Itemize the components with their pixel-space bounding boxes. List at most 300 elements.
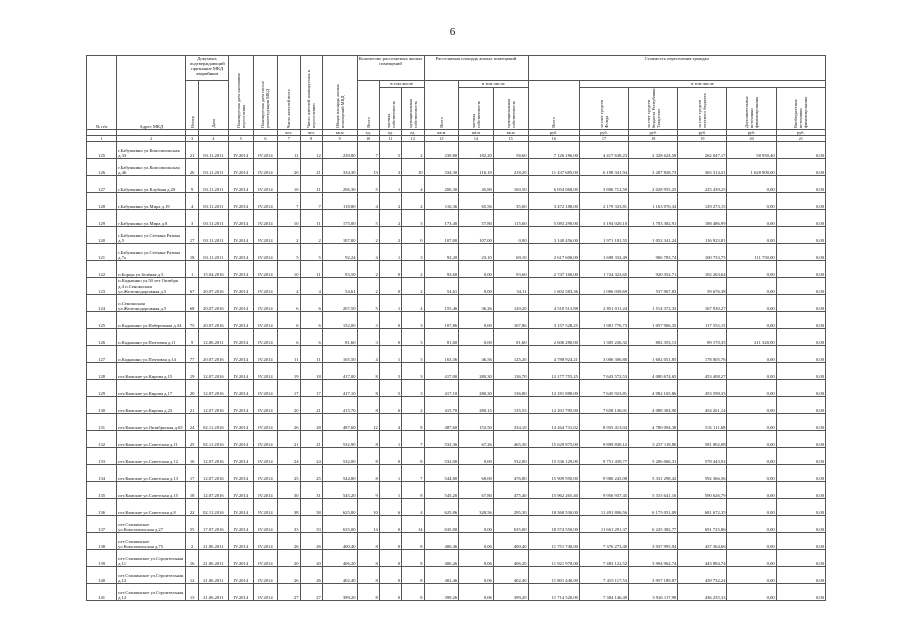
row-area-total: 92,20 — [424, 244, 459, 261]
row-count-municipal: 4 — [402, 176, 424, 193]
row-address: пгт.Камские ул.Кирова д.15 — [117, 363, 186, 380]
row-resettled: 11 — [300, 176, 322, 193]
table-row — [87, 397, 826, 414]
table-row — [87, 227, 826, 244]
row-doc-number: 68 — [186, 295, 198, 312]
index-cell: 18 — [629, 136, 678, 142]
row-doc-number: 75 — [186, 312, 198, 329]
page-number: 6 — [449, 26, 456, 38]
row-area-total: 81,60 — [424, 329, 459, 346]
row-resettled: 24 — [300, 448, 322, 465]
table-row — [87, 278, 826, 295]
row-doc-number: 3 — [186, 210, 198, 227]
row-cost-total: 7 126 186,00 — [528, 142, 579, 159]
row-count-municipal: 7 — [402, 431, 424, 448]
row-cost-local: 592 366,56 — [678, 465, 727, 482]
row-area-private: 0,06 — [459, 550, 494, 567]
row-cost-total: 3 140 456,00 — [528, 227, 579, 244]
row-area-private: 0,06 — [459, 533, 494, 550]
row-cost-other: 0,00 — [776, 210, 825, 227]
row-cost-region: 6 175 051,09 — [629, 499, 678, 516]
row-area: 545,20 — [322, 482, 357, 499]
row-no: 131 — [87, 414, 117, 431]
row-cost-extra: 0,00 — [727, 312, 776, 329]
row-count-total: 8 — [357, 584, 379, 601]
row-cost-region: 3 287 828,73 — [629, 159, 678, 176]
row-area-total: 417,00 — [424, 363, 459, 380]
row-area: 532,90 — [322, 431, 357, 448]
row-count-municipal: 8 — [402, 482, 424, 499]
row-cost-extra: 0,00 — [727, 414, 776, 431]
row-cost-total: 2 747 160,00 — [528, 261, 579, 278]
row-cost-region: 6 225 382,77 — [629, 516, 678, 533]
row-area-municipal: 120,20 — [493, 295, 528, 312]
row-doc-number: 77 — [186, 346, 198, 363]
row-cost-local: 102 263,64 — [678, 261, 727, 278]
row-cost-total: 3 157 528,25 — [528, 312, 579, 329]
row-planned-resettlement: IV.2014 — [228, 244, 253, 261]
row-count-total: 3 — [357, 312, 379, 329]
table-row — [87, 142, 826, 159]
row-area-private: 0,06 — [459, 584, 494, 601]
row-planned-demolition: IV.2014 — [253, 329, 278, 346]
header-area-total: Всего — [424, 81, 459, 130]
row-area: 399,20 — [322, 584, 357, 601]
row-area-municipal: 295,30 — [493, 499, 528, 516]
row-count-total: 9 — [357, 482, 379, 499]
table-body — [87, 142, 826, 601]
row-cost-fund: 7 376 273,40 — [579, 533, 628, 550]
row-count-municipal: 8 — [402, 533, 424, 550]
row-area-municipal: 115,60 — [493, 210, 528, 227]
row-cost-other: 0,00 — [776, 584, 825, 601]
row-count-total: 7 — [357, 142, 379, 159]
row-area: 93,50 — [322, 261, 357, 278]
row-area-total: 173,40 — [424, 210, 459, 227]
unit-cell: руб. — [629, 130, 678, 136]
row-cost-fund: 7 384 146,49 — [579, 584, 628, 601]
row-cost-other: 0,00 — [776, 533, 825, 550]
row-resettled: 33 — [300, 516, 322, 533]
row-residents: 11 — [278, 346, 300, 363]
unit-cell: руб. — [678, 130, 727, 136]
row-no: 126 — [87, 329, 117, 346]
row-cost-extra: 0,00 — [727, 516, 776, 533]
row-area: 239,80 — [322, 142, 357, 159]
row-count-private: 5 — [379, 363, 401, 380]
row-doc-date: 03.11.2011 — [198, 159, 228, 176]
row-cost-fund: 11 491 806,56 — [579, 499, 628, 516]
header-count-total: Всего — [357, 81, 379, 130]
row-cost-other: 0,00 — [776, 244, 825, 261]
row-doc-date: 12.07.2016 — [198, 465, 228, 482]
unit-cell: кв.м — [424, 130, 459, 136]
row-address: пгт.Камские ул.Советская д.13 — [117, 465, 186, 482]
row-area: 206,30 — [322, 176, 357, 193]
row-count-municipal: 2 — [402, 278, 424, 295]
row-resettled: 17 — [300, 380, 322, 397]
row-cost-extra: 0,00 — [727, 397, 776, 414]
table-row — [87, 244, 826, 261]
row-count-private: 0 — [379, 584, 401, 601]
row-area-private: 67,26 — [459, 431, 494, 448]
row-address: г.Бабушкино ул.Комсомольская д.33 — [117, 142, 186, 159]
row-residents: 33 — [278, 516, 300, 533]
unit-cell: ед. — [402, 130, 424, 136]
row-doc-date: 12.07.2016 — [198, 448, 228, 465]
header-cost-incl: в том числе — [579, 81, 825, 88]
row-cost-total: 15 629 875,00 — [528, 431, 579, 448]
row-no: 140 — [87, 567, 117, 584]
row-cost-other: 0,00 — [776, 431, 825, 448]
row-doc-date: 03.11.2011 — [198, 142, 228, 159]
row-cost-extra: 0,00 — [727, 176, 776, 193]
row-cost-total: 5 083 290,00 — [528, 210, 579, 227]
table-row — [87, 448, 826, 465]
row-planned-demolition: IV.2014 — [253, 380, 278, 397]
row-resettled: 7 — [300, 193, 322, 210]
row-area-private: 67,80 — [459, 482, 494, 499]
row-cost-total: 6 054 068,00 — [528, 176, 579, 193]
table-header — [87, 56, 826, 142]
row-count-total: 12 — [357, 414, 379, 431]
header-cost-extra: Дополнительные источники финансирования — [727, 88, 776, 130]
row-cost-region: 5 237 118,80 — [629, 431, 678, 448]
header-count-municipal: муниципальная собственность — [402, 88, 424, 130]
row-planned-resettlement: IV.2014 — [228, 584, 253, 601]
row-cost-extra: 0,00 — [727, 210, 776, 227]
row-planned-resettlement: IV.2014 — [228, 431, 253, 448]
row-residents: 2 — [278, 227, 300, 244]
row-resettled: 12 — [300, 142, 322, 159]
row-area-private: 116,10 — [459, 159, 494, 176]
row-cost-fund: 9 751 439,77 — [579, 448, 628, 465]
row-cost-other: 0,00 — [776, 295, 825, 312]
row-area: 107,00 — [322, 227, 357, 244]
row-area-total: 400,46 — [424, 533, 459, 550]
row-resettled: 21 — [300, 431, 322, 448]
row-count-private: 0 — [379, 312, 401, 329]
row-cost-total: 15 536 129,00 — [528, 448, 579, 465]
row-doc-number: 9 — [186, 176, 198, 193]
row-cost-fund: 1 698 332,49 — [579, 244, 628, 261]
row-area-municipal: 465,30 — [493, 431, 528, 448]
row-cost-total: 3 472 188,00 — [528, 193, 579, 210]
row-resettled: 5 — [300, 244, 322, 261]
row-cost-fund: 7 645 923,81 — [579, 380, 628, 397]
row-count-private: 1 — [379, 295, 401, 312]
row-cost-other: 0,00 — [776, 176, 825, 193]
row-cost-total: 11 801 440,00 — [528, 567, 579, 584]
row-area: 118,80 — [322, 193, 357, 210]
row-area-municipal: 402,40 — [493, 567, 528, 584]
row-area-municipal: 399,20 — [493, 584, 528, 601]
row-doc-number: 55 — [186, 516, 198, 533]
row-cost-region: 1 602 051,85 — [629, 346, 678, 363]
header-count-private: частная собственность — [379, 88, 401, 130]
row-address: пгт.Камские ул.Советская д.12 — [117, 448, 186, 465]
row-area-total: 116,36 — [424, 193, 459, 210]
row-cost-local: 59 676,38 — [678, 278, 727, 295]
row-area: 400,40 — [322, 533, 357, 550]
row-no: 128 — [87, 363, 117, 380]
row-doc-number: 24 — [186, 414, 198, 431]
row-cost-local: 100 733,75 — [678, 244, 727, 261]
row-cost-extra: 0,00 — [727, 465, 776, 482]
row-cost-local: 89 170,35 — [678, 329, 727, 346]
row-cost-local: 590 626,79 — [678, 482, 727, 499]
row-cost-fund: 1 724 323,65 — [579, 261, 628, 278]
row-cost-region: 1 514 372,33 — [629, 295, 678, 312]
row-residents: 26 — [278, 567, 300, 584]
row-area-private: 182,20 — [459, 142, 494, 159]
row-area-private: 153,50 — [459, 414, 494, 431]
row-count-private: 5 — [379, 380, 401, 397]
header-cost-local: за счет средств местного бюджета — [678, 88, 727, 130]
row-address: пгт.Камские ул.Советская д.8 — [117, 499, 186, 516]
row-cost-other: 0,00 — [776, 159, 825, 176]
row-area: 544,80 — [322, 465, 357, 482]
row-planned-resettlement: IV.2014 — [228, 482, 253, 499]
row-count-total: 8 — [357, 567, 379, 584]
row-planned-resettlement: IV.2014 — [228, 176, 253, 193]
row-planned-resettlement: IV.2014 — [228, 193, 253, 210]
table-row — [87, 176, 826, 193]
header-count-group: Количество расселяемых жилых помещений — [357, 56, 424, 81]
row-area-total: 107,00 — [424, 227, 459, 244]
row-cost-fund: 1 981 776,73 — [579, 312, 628, 329]
row-area-private: 280,30 — [459, 380, 494, 397]
row-address: г.Бабушкино ул.Мира д.19 — [117, 193, 186, 210]
row-no: 127 — [87, 346, 117, 363]
row-cost-total: 11 714 520,00 — [528, 584, 579, 601]
row-cost-local: 437 364,66 — [678, 533, 727, 550]
row-count-private: 0 — [379, 516, 401, 533]
row-area-municipal: 93,60 — [493, 261, 528, 278]
row-no: 125 — [87, 312, 117, 329]
row-cost-other: 0,00 — [776, 329, 825, 346]
row-cost-total: 18 368 530,00 — [528, 499, 579, 516]
row-cost-local: 178 005,76 — [678, 346, 727, 363]
row-no: 129 — [87, 210, 117, 227]
row-doc-date: 03.11.2011 — [198, 244, 228, 261]
header-cost-fund: за счет средств Фонда — [579, 88, 628, 130]
row-cost-other: 0,00 — [776, 312, 825, 329]
row-planned-resettlement: IV.2014 — [228, 346, 253, 363]
row-residents: 24 — [278, 448, 300, 465]
row-area-total: 532,36 — [424, 431, 459, 448]
row-address: пгт.Сташинское ул.Строительная д.11 — [117, 550, 186, 567]
row-residents: 4 — [278, 278, 300, 295]
row-doc-date: 03.11.2011 — [198, 176, 228, 193]
row-planned-resettlement: IV.2014 — [228, 142, 253, 159]
row-count-private: 0 — [379, 550, 401, 567]
row-count-municipal: 2 — [402, 397, 424, 414]
row-cost-region: 906 783,74 — [629, 244, 678, 261]
row-count-total: 4 — [357, 193, 379, 210]
index-cell: 15 — [493, 136, 528, 142]
row-cost-extra: 0,00 — [727, 193, 776, 210]
row-doc-date: 20.07.2016 — [198, 346, 228, 363]
row-no: 128 — [87, 193, 117, 210]
row-cost-local: 453 598,33 — [678, 380, 727, 397]
row-planned-resettlement: IV.2014 — [228, 210, 253, 227]
row-cost-local: 578 443,92 — [678, 448, 727, 465]
index-cell: 9 — [322, 136, 357, 142]
row-count-municipal: 3 — [402, 244, 424, 261]
row-planned-resettlement: IV.2014 — [228, 380, 253, 397]
row-area-municipal: 406,20 — [493, 550, 528, 567]
row-address: пгт.Камские ул.Кирова д.23 — [117, 397, 186, 414]
row-area-total: 415,70 — [424, 397, 459, 414]
row-area-total: 532,00 — [424, 448, 459, 465]
row-cost-region: 2 028 955,25 — [629, 176, 678, 193]
row-cost-other: 0,00 — [776, 499, 825, 516]
row-address: п.Кадыкино ул.Почтовая д.11 — [117, 329, 186, 346]
row-cost-extra: 0,00 — [727, 363, 776, 380]
row-cost-fund: 9 956 937,45 — [579, 482, 628, 499]
row-cost-region: 3 957 189,87 — [629, 567, 678, 584]
header-doc-date: Дата — [198, 81, 228, 130]
index-cell: 16 — [528, 136, 579, 142]
row-cost-other: 0,00 — [776, 516, 825, 533]
row-cost-local: 188 486,99 — [678, 210, 727, 227]
row-cost-fund: 1 971 181,55 — [579, 227, 628, 244]
row-doc-number: 18 — [186, 244, 198, 261]
table-row — [87, 363, 826, 380]
header-doc-number: Номер — [186, 81, 198, 130]
row-resettled: 11 — [300, 346, 322, 363]
row-cost-fund: 3 194 020,10 — [579, 210, 628, 227]
row-cost-other: 0,00 — [776, 414, 825, 431]
row-address: п.Борцы ул.Зелёная д.5 — [117, 261, 186, 278]
index-cell: 2 — [117, 136, 186, 142]
row-cost-region: 1 057 906,35 — [629, 312, 678, 329]
table-row — [87, 482, 826, 499]
row-planned-resettlement: IV.2014 — [228, 312, 253, 329]
row-cost-total: 2 606 280,00 — [528, 329, 579, 346]
row-area: 152,00 — [322, 312, 357, 329]
row-area-municipal: 34,11 — [493, 278, 528, 295]
row-count-total: 8 — [357, 363, 379, 380]
row-cost-extra: 211 320,00 — [727, 329, 776, 346]
row-residents: 6 — [278, 312, 300, 329]
row-planned-resettlement: IV.2014 — [228, 567, 253, 584]
row-no: 121 — [87, 244, 117, 261]
row-planned-demolition: IV.2014 — [253, 346, 278, 363]
row-area-municipal: 532,00 — [493, 448, 528, 465]
row-cost-extra: 0,00 — [727, 584, 776, 601]
header-cost-total: Всего — [528, 81, 579, 130]
row-cost-region: 537 067,83 — [629, 278, 678, 295]
row-planned-resettlement: IV.2014 — [228, 516, 253, 533]
row-cost-extra: 111 750,00 — [727, 244, 776, 261]
row-no: 134 — [87, 465, 117, 482]
index-cell: 13 — [424, 136, 459, 142]
row-no: 124 — [87, 295, 117, 312]
row-doc-date: 20.07.2016 — [198, 295, 228, 312]
row-area-total: 487,60 — [424, 414, 459, 431]
row-area-private: 0,00 — [459, 312, 494, 329]
row-planned-demolition: IV.2014 — [253, 448, 278, 465]
index-cell: 1 — [87, 136, 117, 142]
row-cost-extra: 0,00 — [727, 550, 776, 567]
unit-cell: руб. — [528, 130, 579, 136]
row-no: 125 — [87, 142, 117, 159]
row-residents: 20 — [278, 397, 300, 414]
row-planned-demolition: IV.2014 — [253, 414, 278, 431]
table-row — [87, 533, 826, 550]
row-planned-demolition: IV.2014 — [253, 516, 278, 533]
row-cost-extra: 0,00 — [727, 346, 776, 363]
row-residents: 11 — [278, 142, 300, 159]
row-count-total: 8 — [357, 448, 379, 465]
row-cost-other: 0,00 — [776, 397, 825, 414]
row-area: 165,50 — [322, 346, 357, 363]
row-address: пгт.Камские ул.Кирова д.17 — [117, 380, 186, 397]
row-planned-demolition: IV.2014 — [253, 533, 278, 550]
row-area-private: 0,06 — [459, 567, 494, 584]
row-cost-other: 0,00 — [776, 278, 825, 295]
row-address: пгт.Сташинское ул.Комсомольская д.75 — [117, 533, 186, 550]
row-cost-region: 1 703 382,91 — [629, 210, 678, 227]
row-count-total: 4 — [357, 244, 379, 261]
row-doc-number: 19 — [186, 363, 198, 380]
row-area-total: 334,30 — [424, 159, 459, 176]
row-area-municipal: 125,20 — [493, 346, 528, 363]
row-cost-total: 4 510 513,88 — [528, 295, 579, 312]
row-cost-extra: 0,00 — [727, 261, 776, 278]
row-area-total: 163,36 — [424, 346, 459, 363]
row-doc-date: 12.07.2016 — [198, 482, 228, 499]
row-doc-date: 03.11.2011 — [198, 193, 228, 210]
row-count-private: 5 — [379, 142, 401, 159]
row-planned-demolition: IV.2014 — [253, 142, 278, 159]
row-count-total: 5 — [357, 210, 379, 227]
index-cell: 17 — [579, 136, 628, 142]
row-cost-local: 454 261,14 — [678, 397, 727, 414]
row-cost-fund: 7 483 122,52 — [579, 550, 628, 567]
row-address: п.Кадыкино ул.50 лет Октября д.4 п.Сенокосная ул.Железнодорожная д.5 — [117, 278, 186, 295]
row-count-private: 1 — [379, 176, 401, 193]
table-row — [87, 550, 826, 567]
row-cost-other: 0,00 — [776, 227, 825, 244]
header-area-group: Расселяемая площадь жилых помещений — [424, 56, 528, 81]
row-resettled: 6 — [300, 312, 322, 329]
row-area-municipal: 476,80 — [493, 465, 528, 482]
row-doc-date: 15.04.2016 — [198, 261, 228, 278]
row-address: пгт.Камские ул.Советская д.15 — [117, 482, 186, 499]
row-count-private: 0 — [379, 329, 401, 346]
row-area-municipal: 58,60 — [493, 142, 528, 159]
row-cost-fund: 3 806 712,50 — [579, 176, 628, 193]
row-area-municipal: 0,00 — [493, 227, 528, 244]
row-no: 123 — [87, 278, 117, 295]
row-area: 334,30 — [322, 159, 357, 176]
row-cost-region: 4 080 674,65 — [629, 363, 678, 380]
row-count-municipal: 3 — [402, 312, 424, 329]
row-cost-region: 1 163 076,34 — [629, 193, 678, 210]
row-residents: 19 — [278, 363, 300, 380]
row-cost-region: 5 331 298,42 — [629, 465, 678, 482]
row-cost-local: 453 408,27 — [678, 363, 727, 380]
row-doc-date: 12.07.2016 — [198, 397, 228, 414]
header-residents: Число жителей всего — [278, 56, 300, 130]
row-resettled: 27 — [300, 584, 322, 601]
row-cost-local: 681 672,35 — [678, 499, 727, 516]
row-doc-number: 18 — [186, 482, 198, 499]
row-count-total: 8 — [357, 380, 379, 397]
